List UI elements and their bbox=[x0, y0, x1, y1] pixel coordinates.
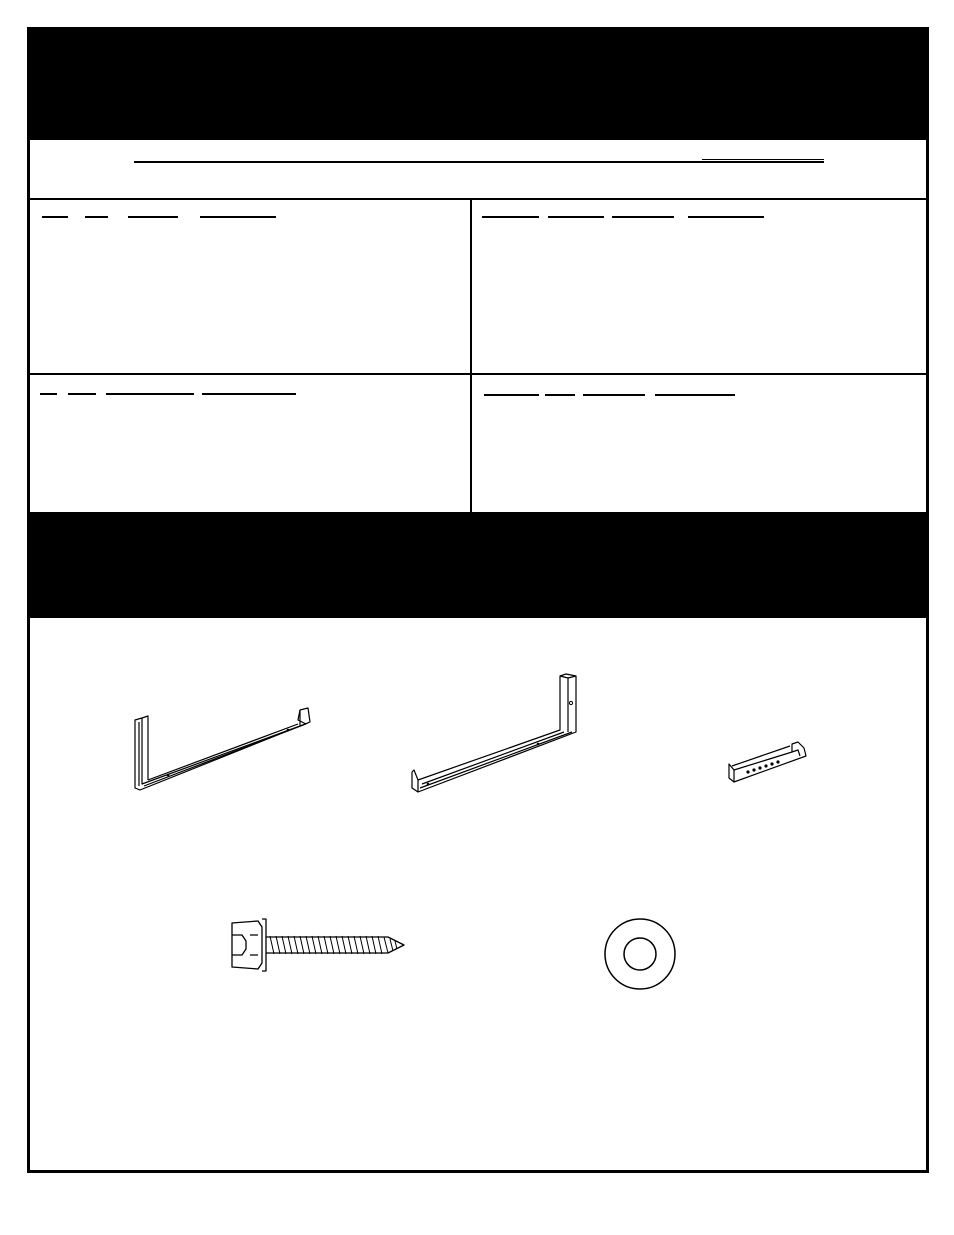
part-small-bracket bbox=[726, 738, 811, 786]
row-divider-2 bbox=[30, 373, 926, 375]
small-bracket-icon bbox=[726, 738, 811, 786]
part-right-rail-bracket bbox=[408, 670, 583, 800]
header-bar bbox=[30, 30, 926, 140]
page-frame bbox=[27, 27, 929, 1173]
part-flat-washer bbox=[602, 916, 678, 992]
title-rule bbox=[134, 161, 824, 163]
title-rule-end bbox=[702, 159, 824, 160]
left-rail-bracket-icon bbox=[130, 706, 315, 796]
hex-lag-screw-icon bbox=[228, 915, 413, 975]
flat-washer-icon bbox=[602, 916, 678, 992]
column-divider bbox=[470, 198, 472, 512]
right-rail-bracket-icon bbox=[408, 670, 583, 800]
part-hex-lag-screw bbox=[228, 915, 413, 975]
parts-header-bar bbox=[30, 512, 926, 618]
part-left-rail-bracket bbox=[130, 706, 315, 796]
row-divider-1 bbox=[30, 198, 926, 200]
